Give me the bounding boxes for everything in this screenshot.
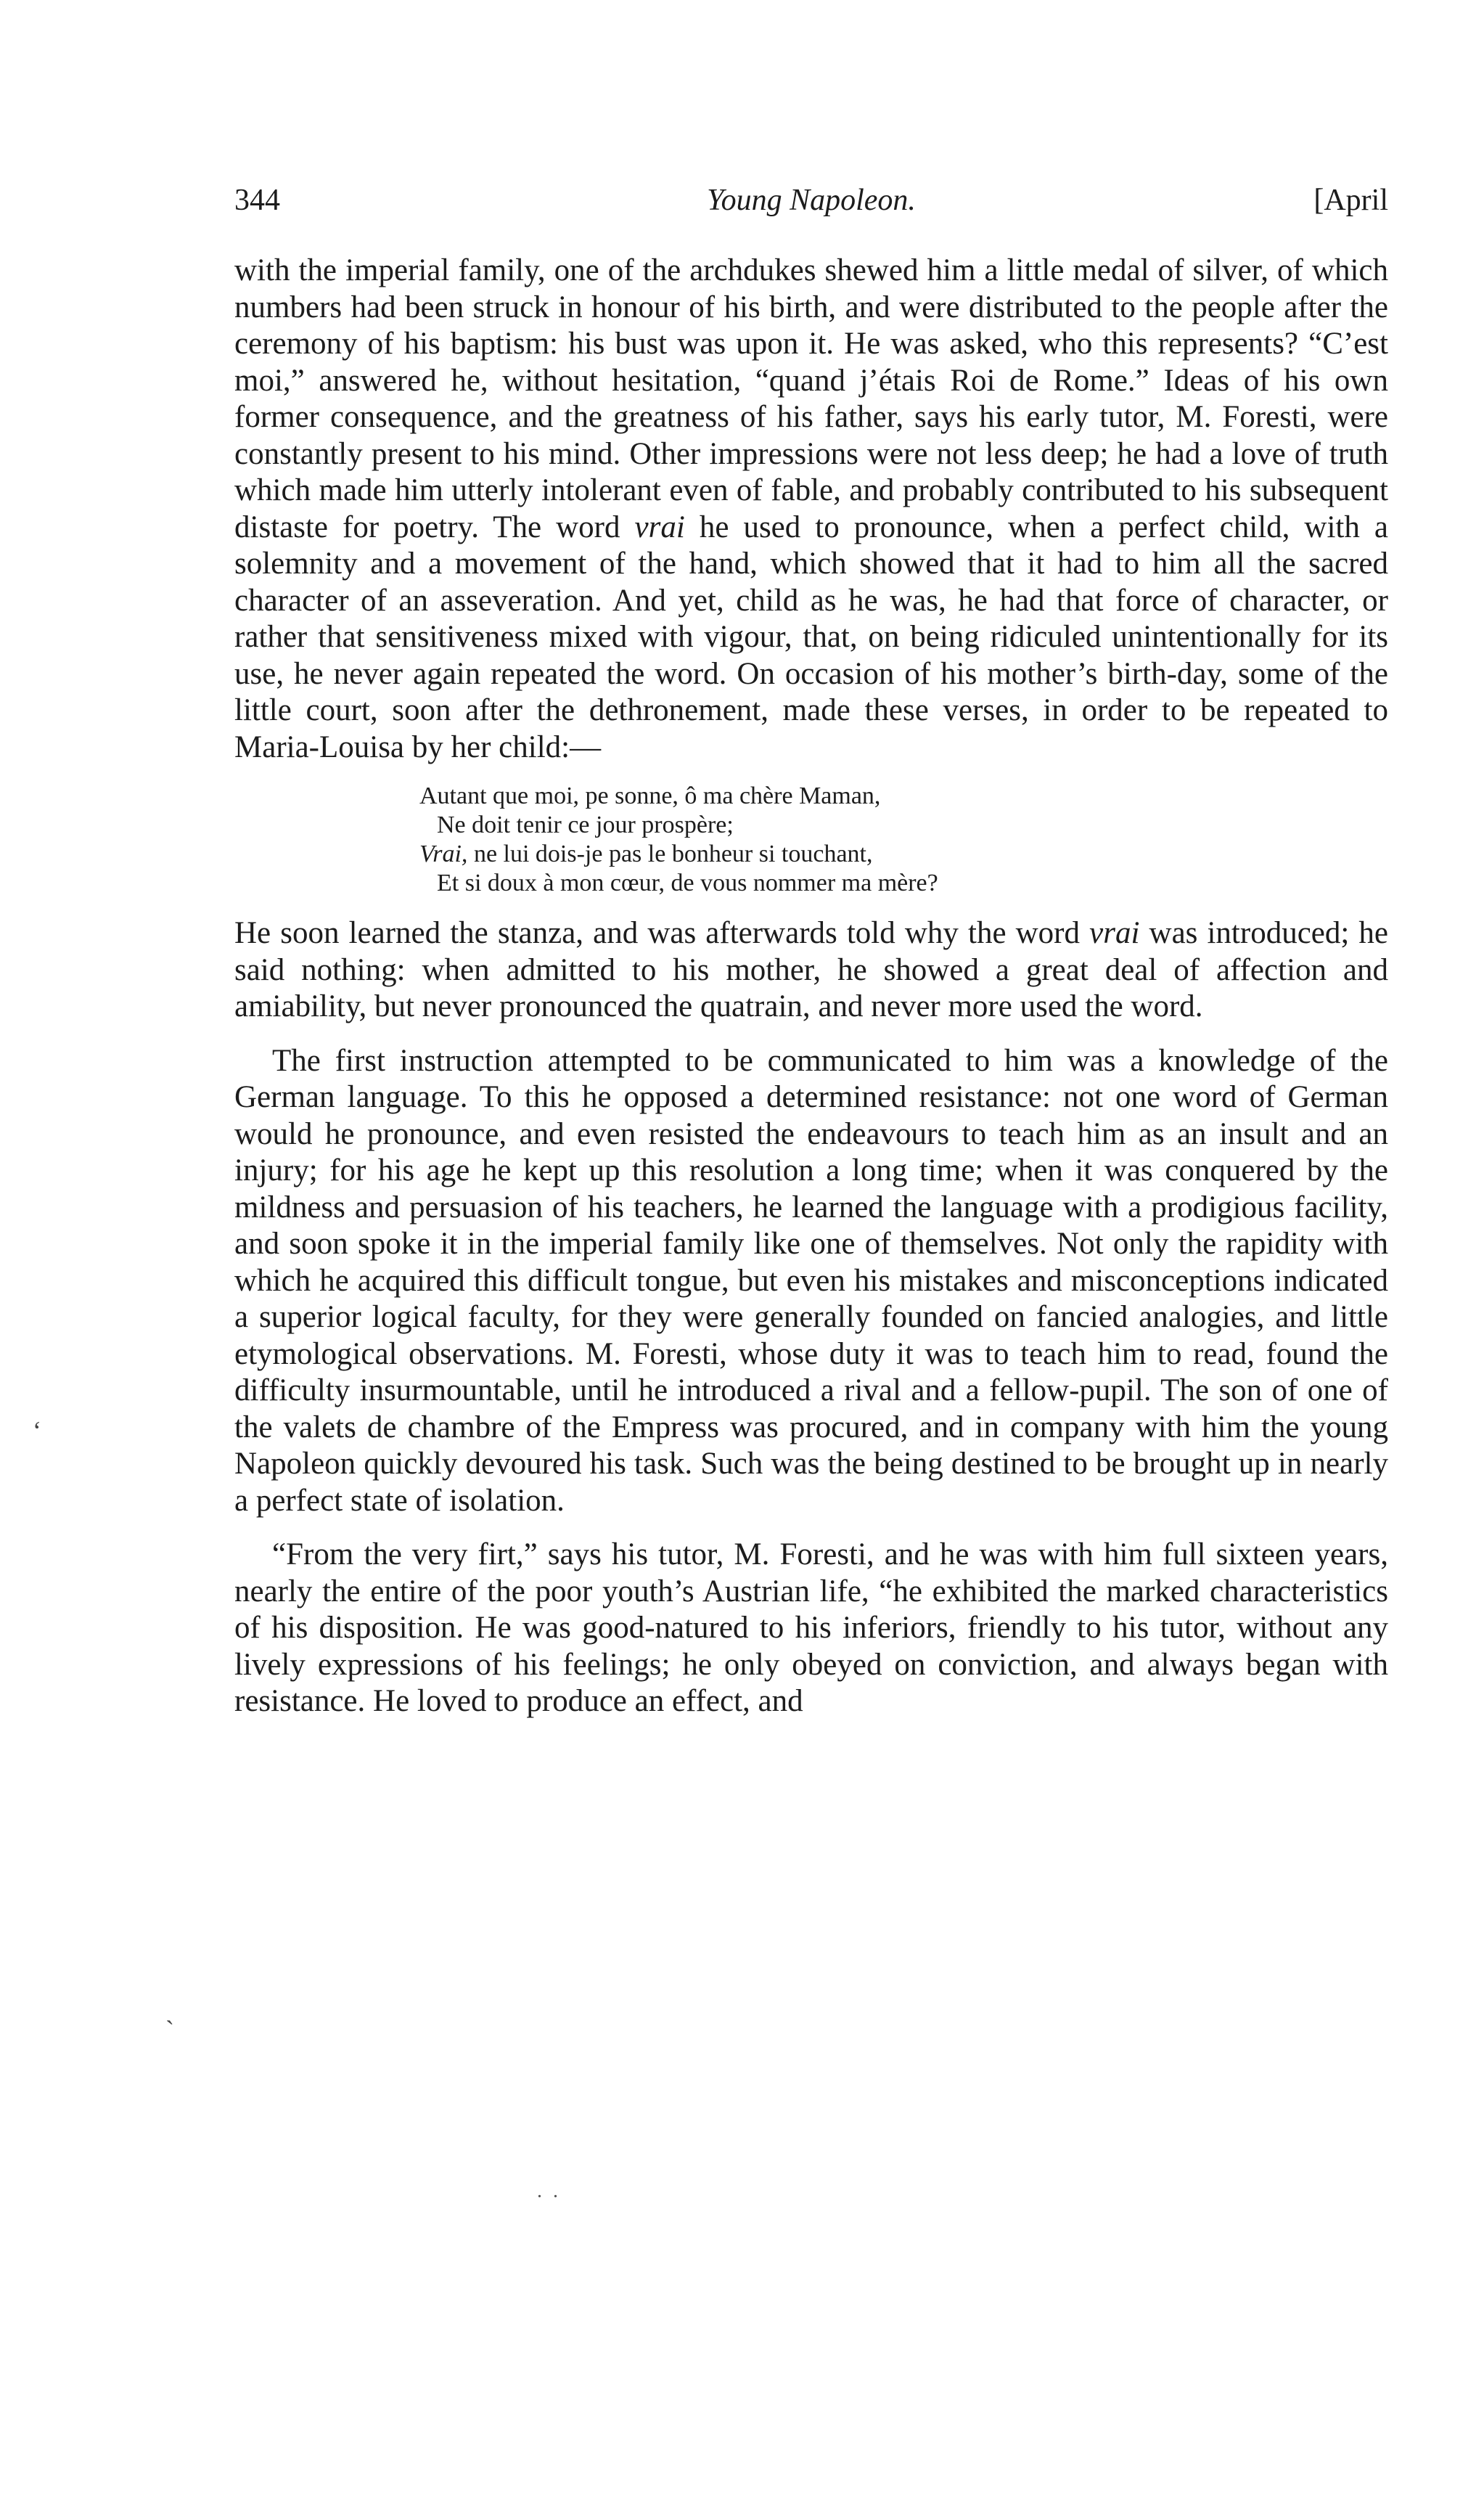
italic-word-vrai-2: vrai (1089, 916, 1140, 950)
verse-italic-vrai: Vrai, (419, 841, 468, 867)
paragraph-2-text: He soon learned the stanza, and was afterwards told why the word (234, 916, 1090, 950)
verse-line-4: Et si doux à mon cœur, de vous nommer ma mère? (437, 870, 938, 896)
paragraph-4: “From the very firt,” says his tutor, M. Foresti, and he was with him full sixteen years, nearly the entire of the poor youth’s Austrian life, “he exhibited the marked characteristics of his disposition. He was good-natured to his inferiors, friendly to his tutor, without any lively expressions of his feelings; he only obeyed on conviction, and always began with resistance. He loved to produce an effect, and (234, 1537, 1388, 1718)
page-number: 344 (234, 184, 280, 217)
paragraph-2-continued: was introduced; he said nothing: when admitted to his mother, he showed a great deal of affection and amiability, but never pronounced the quatrain, and never more used the word. (234, 916, 1389, 1023)
verse-line-2: Ne doit tenir ce jour prospère; (437, 812, 734, 838)
verse-quatrain (419, 782, 1388, 898)
paragraph-2 (234, 915, 1388, 1026)
paragraph-1-text: with the imperial family, one of the archdukes shewed him a little medal of silver, of which numbers had been struck in honour of his birth, and were distributed to the people after the ceremony of his baptism: his bust was upon it. He was asked, who this represents? “C’est moi,” answered he, without hesitation, “quand j’étais Roi de Rome.” Ideas of his own former consequence, and the greatness of his father, says his early tutor, M. Foresti, were constantly present to his mind. Other impressions were not less deep; he had a love of truth which made him utterly intolerant even of fable, and probably contributed to his subsequent distaste for poetry. The word (234, 253, 1388, 544)
footer-dots: . . (537, 2180, 561, 2202)
paragraph-1 (234, 253, 1388, 766)
body-text (234, 253, 1388, 1720)
margin-mark-1: ʻ (33, 1416, 41, 1445)
running-title: Young Napoleon. (707, 184, 916, 217)
verse-line-1: Autant que moi, pe sonne, ô ma chère Maman, (419, 782, 881, 809)
paragraph-3: The first instruction attempted to be communicated to him was a knowledge of the German language. To this he opposed a determined resistance: not one word of German would he pronounce, and even resisted the endeavours to teach him as an insult and an injury; for his age he kept up this resolution a long time; when it was conquered by the mildness and persuasion of his teachers, he learned the language with a prodigious facility, and soon spoke it in the imperial family like one of themselves. Not only the rapidity with which he acquired this difficult tongue, but even his mistakes and misconceptions indicated a superior logical faculty, for they were generally founded on fancied analogies, and little etymological observations. M. Foresti, whose duty it was to teach him to read, found the difficulty insurmountable, until he introduced a rival and a fellow-pupil. The son of one of the valets de chambre of the Empress was procured, and in company with him the young Napoleon quickly devoured his task. Such was the being destined to be brought up in nearly a perfect state of isolation. (234, 1043, 1388, 1518)
paragraph-1-continued: he used to pronounce, when a perfect child, with a solemnity and a movement of the hand, which showed that it had to him all the sacred character of an asseveration. And yet, child as he was, he had that force of character, or rather that sensitiveness mixed with vigour, that, on being ridiculed unintentionally for its use, he never again repeated the word. On occasion of his mother’s birth-day, some of the little court, soon after the dethronement, made these verses, in order to be repeated to Maria-Louisa by her child:— (234, 510, 1388, 764)
margin-mark-2: ˏ (165, 1995, 174, 2024)
italic-word-vrai: vrai (634, 510, 685, 544)
verse-line-3-rest: ne lui dois-je pas le bonheur si touchant, (467, 841, 873, 867)
page-header (234, 183, 1388, 226)
verse-line-3 (419, 840, 1388, 869)
running-date: [April (1313, 184, 1388, 217)
